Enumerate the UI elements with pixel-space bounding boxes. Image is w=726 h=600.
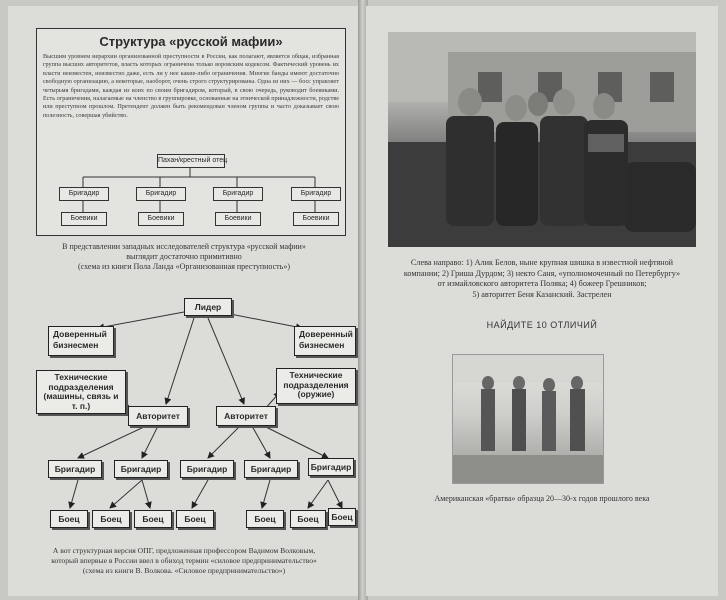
brigadir-node-5: Бригадир: [308, 458, 354, 476]
tech-units-left-label: Технические подразделения (машины, связь и т. п.): [43, 372, 119, 411]
fighter-node-7: Боец: [328, 508, 356, 526]
caption-bottom-line1: А вот структурная версия ОПГ, предложенная профессором Вадимом Волковым,: [52, 546, 316, 555]
photo-caption-line1: Слева направо: 1) Алик Белов, ныне крупная шишка в известной нефтяной: [410, 258, 674, 267]
brigadir-node-1: Бригадир: [48, 460, 102, 478]
fighter-node-1: Боец: [50, 510, 88, 528]
authority-node-right: Авторитет: [216, 406, 276, 426]
brigadir-node-3: Бригадир: [180, 460, 234, 478]
photo-caption-line2: компании; 2) Гриша Дурдом; 3) некто Саня, «уполномоченный по Петербургу»: [403, 268, 681, 278]
boevik-node: Боевики: [61, 212, 107, 226]
tech-units-right: [276, 368, 356, 404]
fighter-node-2: Боец: [92, 510, 130, 528]
fighter-node-5: Боец: [246, 510, 284, 528]
brigadir-node: Бригадир: [59, 187, 109, 201]
brigadir-node-2: Бригадир: [114, 460, 168, 478]
vintage-photo: [452, 354, 604, 484]
group-photo: [388, 32, 696, 247]
caption-bottom-line2: который впервые в России ввел в обиход термин «силовое предпринимательство»: [51, 556, 317, 565]
leader-node: Лидер: [184, 298, 232, 316]
boevik-node: Боевики: [138, 212, 184, 226]
box-paragraph: Высшим уровнем иерархии организованной преступности в России, как полагают, является общак, избранная группа высших авторитетов, власть которых ограничена только воровским кодексом. Фактический уровень их власти неизвестен, неизвестно даже, есть ли у нее какие-либо ограничения. Многие банды имеют достаточно свободную организацию, а некоторые, наоборот, очень строго структурированы. Одна из них — босс управляет четырьмя бригадами, каждая из коих по своим бригадиром, который, в свою очередь, руководит боевиками. Есть ограничения, налагаемые на членство в группировке, основанные на этнической принадлежности, родстве или преступном прошлом. Претендент должен быть рекомендован членом группы и часто доказывает свою полезность, совершая убийство.: [43, 53, 339, 119]
left-page: [8, 6, 360, 596]
trusted-businessman-right: [294, 326, 356, 356]
fighter-node-6: Боец: [290, 510, 326, 528]
caption-top-line3: (схема из книги Пола Ланда «Организованная преступность»): [78, 262, 290, 271]
boss-node: Пахан/крестный отец: [157, 154, 225, 168]
caption-top-line1: В представлении западных исследователей структура «русской мафии»: [62, 242, 306, 251]
tech-units-right-label: Технические подразделения (оружие): [283, 370, 349, 399]
right-page: [366, 6, 718, 596]
brigadir-node: Бригадир: [213, 187, 263, 201]
authority-node-left: Авторитет: [128, 406, 188, 426]
brigadir-node: Бригадир: [291, 187, 341, 201]
boevik-node: Боевики: [293, 212, 339, 226]
vintage-photo-caption: Американская «братва» образца 20—30-х годов прошлого века: [434, 494, 650, 503]
find-differences-heading: НАЙДИТЕ 10 ОТЛИЧИЙ: [486, 320, 598, 330]
tech-units-left: [36, 370, 126, 414]
group-photo-illustration: [388, 32, 696, 247]
vintage-photo-illustration: [453, 355, 603, 483]
boevik-node: Боевики: [215, 212, 261, 226]
fighter-node-4: Боец: [176, 510, 214, 528]
box-title: Структура «русской мафии»: [99, 34, 283, 49]
fighter-node-3: Боец: [134, 510, 172, 528]
caption-bottom-line3: (схема из книги В. Волкова. «Силовое предпринимательство»): [82, 566, 286, 575]
brigadir-node-4: Бригадир: [244, 460, 298, 478]
photo-caption-line4: 5) авторитет Беня Казанский. Застрелен: [472, 289, 612, 299]
photo-caption-line3: от измайловского авторитета Поляка; 4) божеер Грешников;: [437, 279, 647, 288]
trusted-businessman-right-label: Доверенный бизнесмен: [299, 329, 353, 350]
caption-bottom: [18, 546, 350, 576]
photo-caption: [376, 258, 708, 300]
caption-top-line2: выглядит достаточно примитивно: [126, 252, 242, 261]
trusted-businessman-left-label: Доверенный бизнесмен: [53, 329, 107, 350]
trusted-businessman-left: [48, 326, 114, 356]
brigadir-node: Бригадир: [136, 187, 186, 201]
